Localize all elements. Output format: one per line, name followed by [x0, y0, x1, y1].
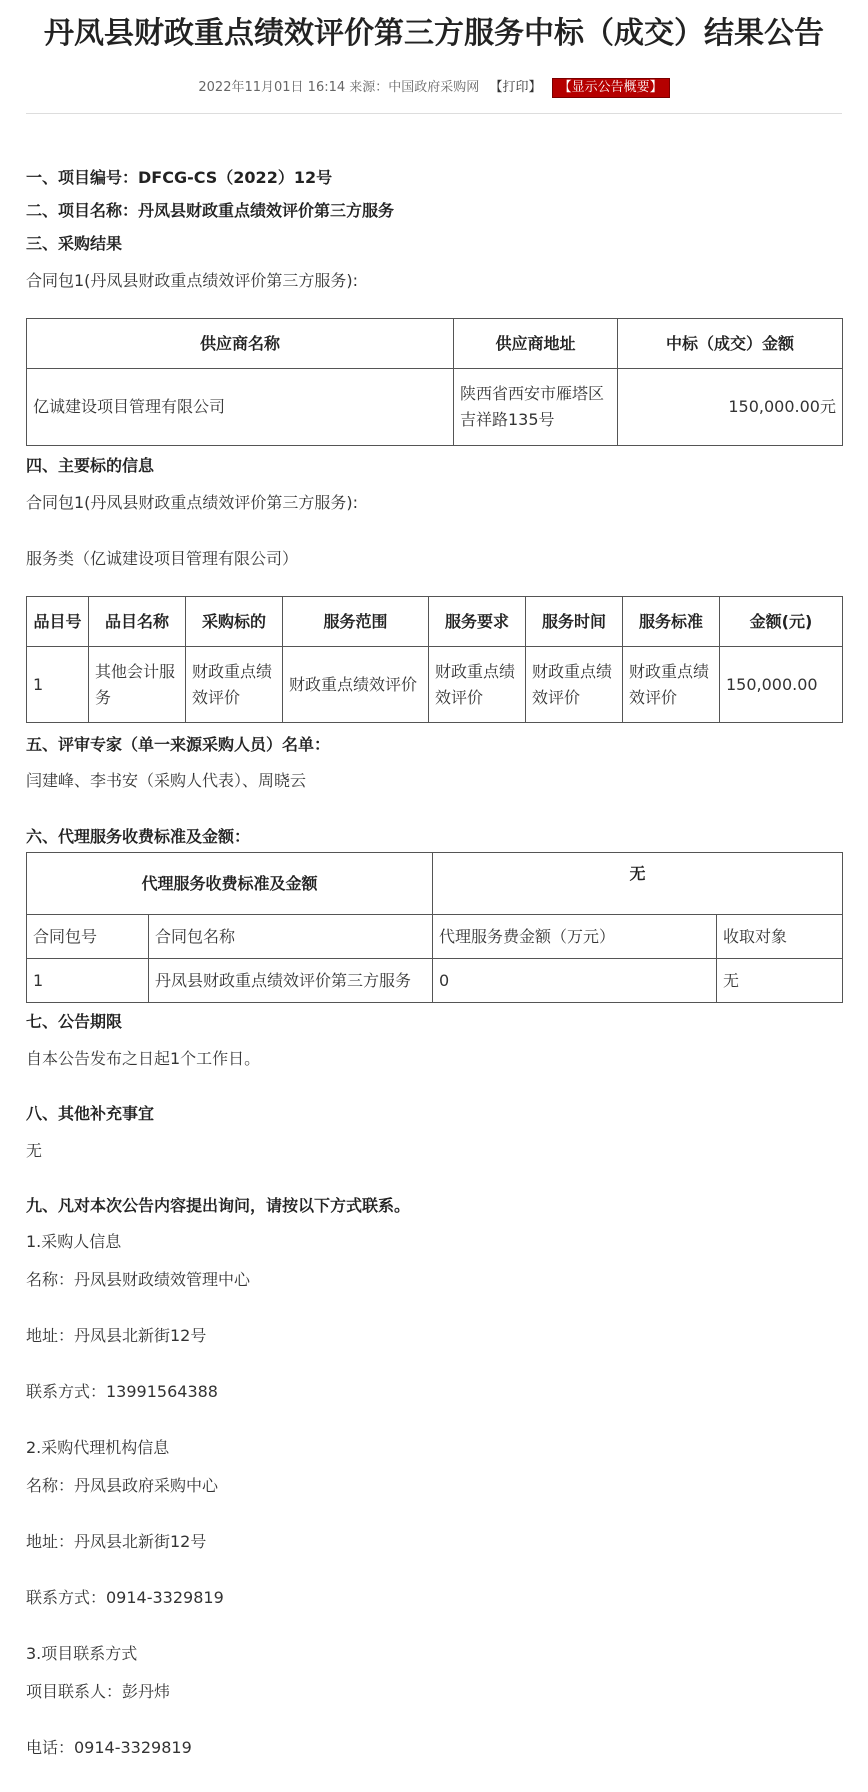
table-row	[27, 959, 843, 1003]
table-header: 品目名称	[89, 597, 186, 647]
result-package-label: 合同包1(丹凤县财政重点绩效评价第三方服务):	[26, 271, 359, 290]
buyer-address: 地址：丹凤县北新街12号	[26, 1326, 207, 1345]
buyer-phone: 联系方式：13991564388	[26, 1382, 218, 1401]
project-contact-person: 项目联系人：彭丹炜	[26, 1682, 171, 1701]
item-name: 其他会计服务	[89, 647, 186, 723]
header-divider	[26, 113, 842, 114]
table-header: 代理服务费金额（万元）	[433, 915, 717, 959]
table-header: 收取对象	[717, 915, 843, 959]
table-header: 服务标准	[623, 597, 720, 647]
supplier-address: 陕西省西安市雁塔区吉祥路135号	[454, 369, 618, 446]
table-row	[27, 369, 843, 446]
table-header: 供应商名称	[27, 319, 454, 369]
fee-standard-value: 无	[433, 853, 843, 915]
source-label: 来源：中国政府采购网	[349, 80, 480, 95]
project-contact-title: 3.项目联系方式	[26, 1644, 138, 1663]
item-subject: 财政重点绩效评价	[186, 647, 283, 723]
item-requirement: 财政重点绩效评价	[429, 647, 526, 723]
section-project-name: 二、项目名称：丹凤县财政重点绩效评价第三方服务	[26, 201, 395, 220]
table-header: 金额(元)	[720, 597, 843, 647]
agency-name: 名称：丹凤县政府采购中心	[26, 1476, 219, 1495]
item-amount: 150,000.00	[720, 647, 843, 723]
table-header: 合同包号	[27, 915, 149, 959]
project-contact-phone: 电话：0914-3329819	[26, 1738, 192, 1757]
print-link[interactable]: 【打印】	[489, 80, 542, 95]
table-header: 品目号	[27, 597, 89, 647]
items-package-label: 合同包1(丹凤县财政重点绩效评价第三方服务):	[26, 493, 359, 512]
supplier-name: 亿诚建设项目管理有限公司	[27, 369, 454, 446]
fee-payer: 无	[717, 959, 843, 1003]
agency-phone: 联系方式：0914-3329819	[26, 1588, 224, 1607]
table-header: 采购标的	[186, 597, 283, 647]
items-category: 服务类（亿诚建设项目管理有限公司）	[26, 549, 299, 568]
meta-line	[0, 78, 868, 98]
fee-amount: 0	[433, 959, 717, 1003]
section-project-number: 一、项目编号：DFCG-CS（2022）12号	[26, 168, 333, 187]
agency-fee-table	[26, 852, 843, 1003]
result-table	[26, 318, 843, 446]
show-summary-button[interactable]: 【显示公告概要】	[552, 78, 670, 98]
publish-date: 2022年11月01日 16:14	[198, 80, 346, 95]
item-scope: 财政重点绩效评价	[283, 647, 429, 723]
section-procurement-result: 三、采购结果	[26, 234, 123, 253]
agency-info-title: 2.采购代理机构信息	[26, 1438, 170, 1457]
section-main-items: 四、主要标的信息	[26, 456, 155, 475]
award-amount: 150,000.00元	[618, 369, 843, 446]
notice-period-text: 自本公告发布之日起1个工作日。	[26, 1049, 261, 1068]
item-time: 财政重点绩效评价	[526, 647, 623, 723]
fee-package-number: 1	[27, 959, 149, 1003]
section-notice-period: 七、公告期限	[26, 1012, 123, 1031]
table-header: 中标（成交）金额	[618, 319, 843, 369]
section-other-matters: 八、其他补充事宜	[26, 1104, 155, 1123]
other-matters-text: 无	[26, 1141, 43, 1160]
table-row	[27, 647, 843, 723]
table-header: 供应商地址	[454, 319, 618, 369]
fee-package-name: 丹凤县财政重点绩效评价第三方服务	[149, 959, 433, 1003]
table-header: 服务范围	[283, 597, 429, 647]
page-title: 丹凤县财政重点绩效评价第三方服务中标（成交）结果公告	[44, 16, 824, 51]
item-standard: 财政重点绩效评价	[623, 647, 720, 723]
reviewer-names: 闫建峰、李书安（采购人代表）、周晓云	[26, 771, 307, 790]
fee-standard-title: 代理服务收费标准及金额	[27, 853, 433, 915]
section-agency-fee: 六、代理服务收费标准及金额：	[26, 827, 251, 846]
agency-address: 地址：丹凤县北新街12号	[26, 1532, 207, 1551]
buyer-name: 名称：丹凤县财政绩效管理中心	[26, 1270, 251, 1289]
items-table	[26, 596, 843, 723]
table-header: 服务要求	[429, 597, 526, 647]
table-header: 合同包名称	[149, 915, 433, 959]
table-header: 服务时间	[526, 597, 623, 647]
buyer-info-title: 1.采购人信息	[26, 1232, 122, 1251]
section-contact: 九、凡对本次公告内容提出询问，请按以下方式联系。	[26, 1196, 411, 1215]
section-reviewers: 五、评审专家（单一来源采购人员）名单：	[26, 735, 331, 754]
item-number: 1	[27, 647, 89, 723]
